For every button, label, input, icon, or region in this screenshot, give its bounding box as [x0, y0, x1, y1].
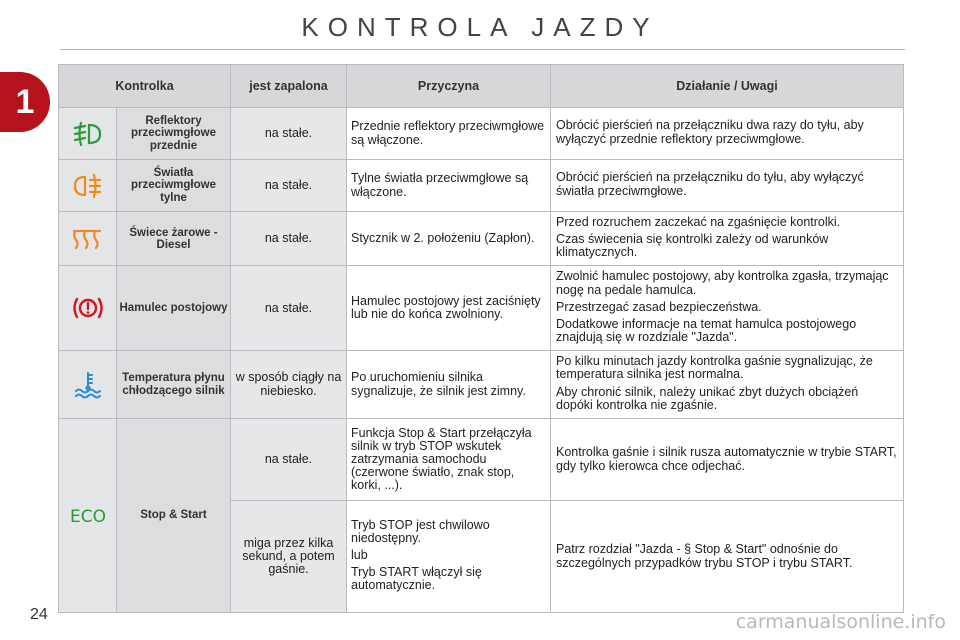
action-text: Kontrolka gaśnie i silnik rusza automatycznie w trybie START, gdy tylko kierowca chce odjechać. [551, 419, 904, 501]
table-row [59, 108, 904, 160]
cause-text: Stycznik w 2. położeniu (Zapłon). [347, 212, 551, 266]
header-kontrolka: Kontrolka [59, 65, 231, 108]
action-text: Obrócić pierścień na przełączniku dwa razy do tyłu, aby wyłączyć przednie reflektory przeciwmgłowe. [551, 108, 904, 160]
rear-fog-light-icon [71, 173, 105, 199]
action-text: Zwolnić hamulec postojowy, aby kontrolka zgasła, trzymając nogę na pedale hamulca. Przestrzegać zasad bezpieczeństwa. Dodatkowe informacje na temat hamulca postojowego znajdują się w rozdziale "Jazda". [551, 266, 904, 351]
table-row [59, 266, 904, 351]
light-name: Hamulec postojowy [117, 266, 231, 351]
watermark: carmanualsonline.info [735, 611, 946, 633]
action-text: Przed rozruchem zaczekać na zgaśnięcie kontrolki. Czas świecenia się kontrolki zależy od warunków klimatycznych. [551, 212, 904, 266]
lit-state: na stałe. [231, 266, 347, 351]
header-jest-zapalona: jest zapalona [231, 65, 347, 108]
light-name: Stop & Start [117, 419, 231, 613]
cause-text: Tryb STOP jest chwilowo niedostępny. lub Tryb START włączył się automatycznie. [347, 501, 551, 613]
cause-text: Hamulec postojowy jest zaciśnięty lub nie do końca zwolniony. [347, 266, 551, 351]
lit-state: na stałe. [231, 160, 347, 212]
chapter-tab[interactable]: 1 [0, 72, 50, 132]
coolant-temperature-icon [73, 370, 103, 400]
cause-text: Przednie reflektory przeciwmgłowe są włączone. [347, 108, 551, 160]
cause-text: Tylne światła przeciwmgłowe są włączone. [347, 160, 551, 212]
page-title: KONTROLA JAZDY [301, 12, 659, 42]
cause-text: Funkcja Stop & Start przełączyła silnik w tryb STOP wskutek zatrzymania samochodu (czerwone światło, znak stop, korki, ...). [347, 419, 551, 501]
front-fog-light-icon [71, 121, 105, 147]
parking-brake-icon [71, 294, 105, 322]
lit-state: na stałe. [231, 108, 347, 160]
table-row [59, 160, 904, 212]
action-text: Obrócić pierścień na przełączniku do tyłu, aby wyłączyć światła przeciwmgłowe. [551, 160, 904, 212]
light-name: Świece żarowe - Diesel [117, 212, 231, 266]
page-number: 24 [30, 606, 48, 623]
cause-text: Po uruchomieniu silnika sygnalizuje, że silnik jest zimny. [347, 351, 551, 419]
action-text: Patrz rozdział "Jazda - § Stop & Start" odnośnie do szczególnych przypadków trybu STOP i trybu START. [551, 501, 904, 613]
lit-state: na stałe. [231, 212, 347, 266]
action-text: Po kilku minutach jazdy kontrolka gaśnie sygnalizując, że temperatura silnika jest normalna. Aby chronić silnik, należy unikać zbyt dużych obciążeń dopóki kontrolka nie zgaśnie. [551, 351, 904, 419]
glow-plug-icon [71, 227, 105, 251]
warning-lights-table [58, 64, 904, 613]
header-dzialanie: Działanie / Uwagi [551, 65, 904, 108]
lit-state: w sposób ciągły na niebiesko. [231, 351, 347, 419]
light-name: Światła przeciwmgłowe tylne [117, 160, 231, 212]
eco-icon [65, 505, 111, 527]
header-przyczyna: Przyczyna [347, 65, 551, 108]
lit-state: na stałe. [231, 419, 347, 501]
light-name: Reflektory przeciwmgłowe przednie [117, 108, 231, 160]
table-row [59, 212, 904, 266]
title-divider [60, 49, 905, 50]
lit-state: miga przez kilka sekund, a potem gaśnie. [231, 501, 347, 613]
table-row [59, 351, 904, 419]
eco-icon-text: ECO [69, 506, 106, 527]
light-name: Temperatura płynu chłodzącego silnik [117, 351, 231, 419]
table-row [59, 419, 904, 501]
